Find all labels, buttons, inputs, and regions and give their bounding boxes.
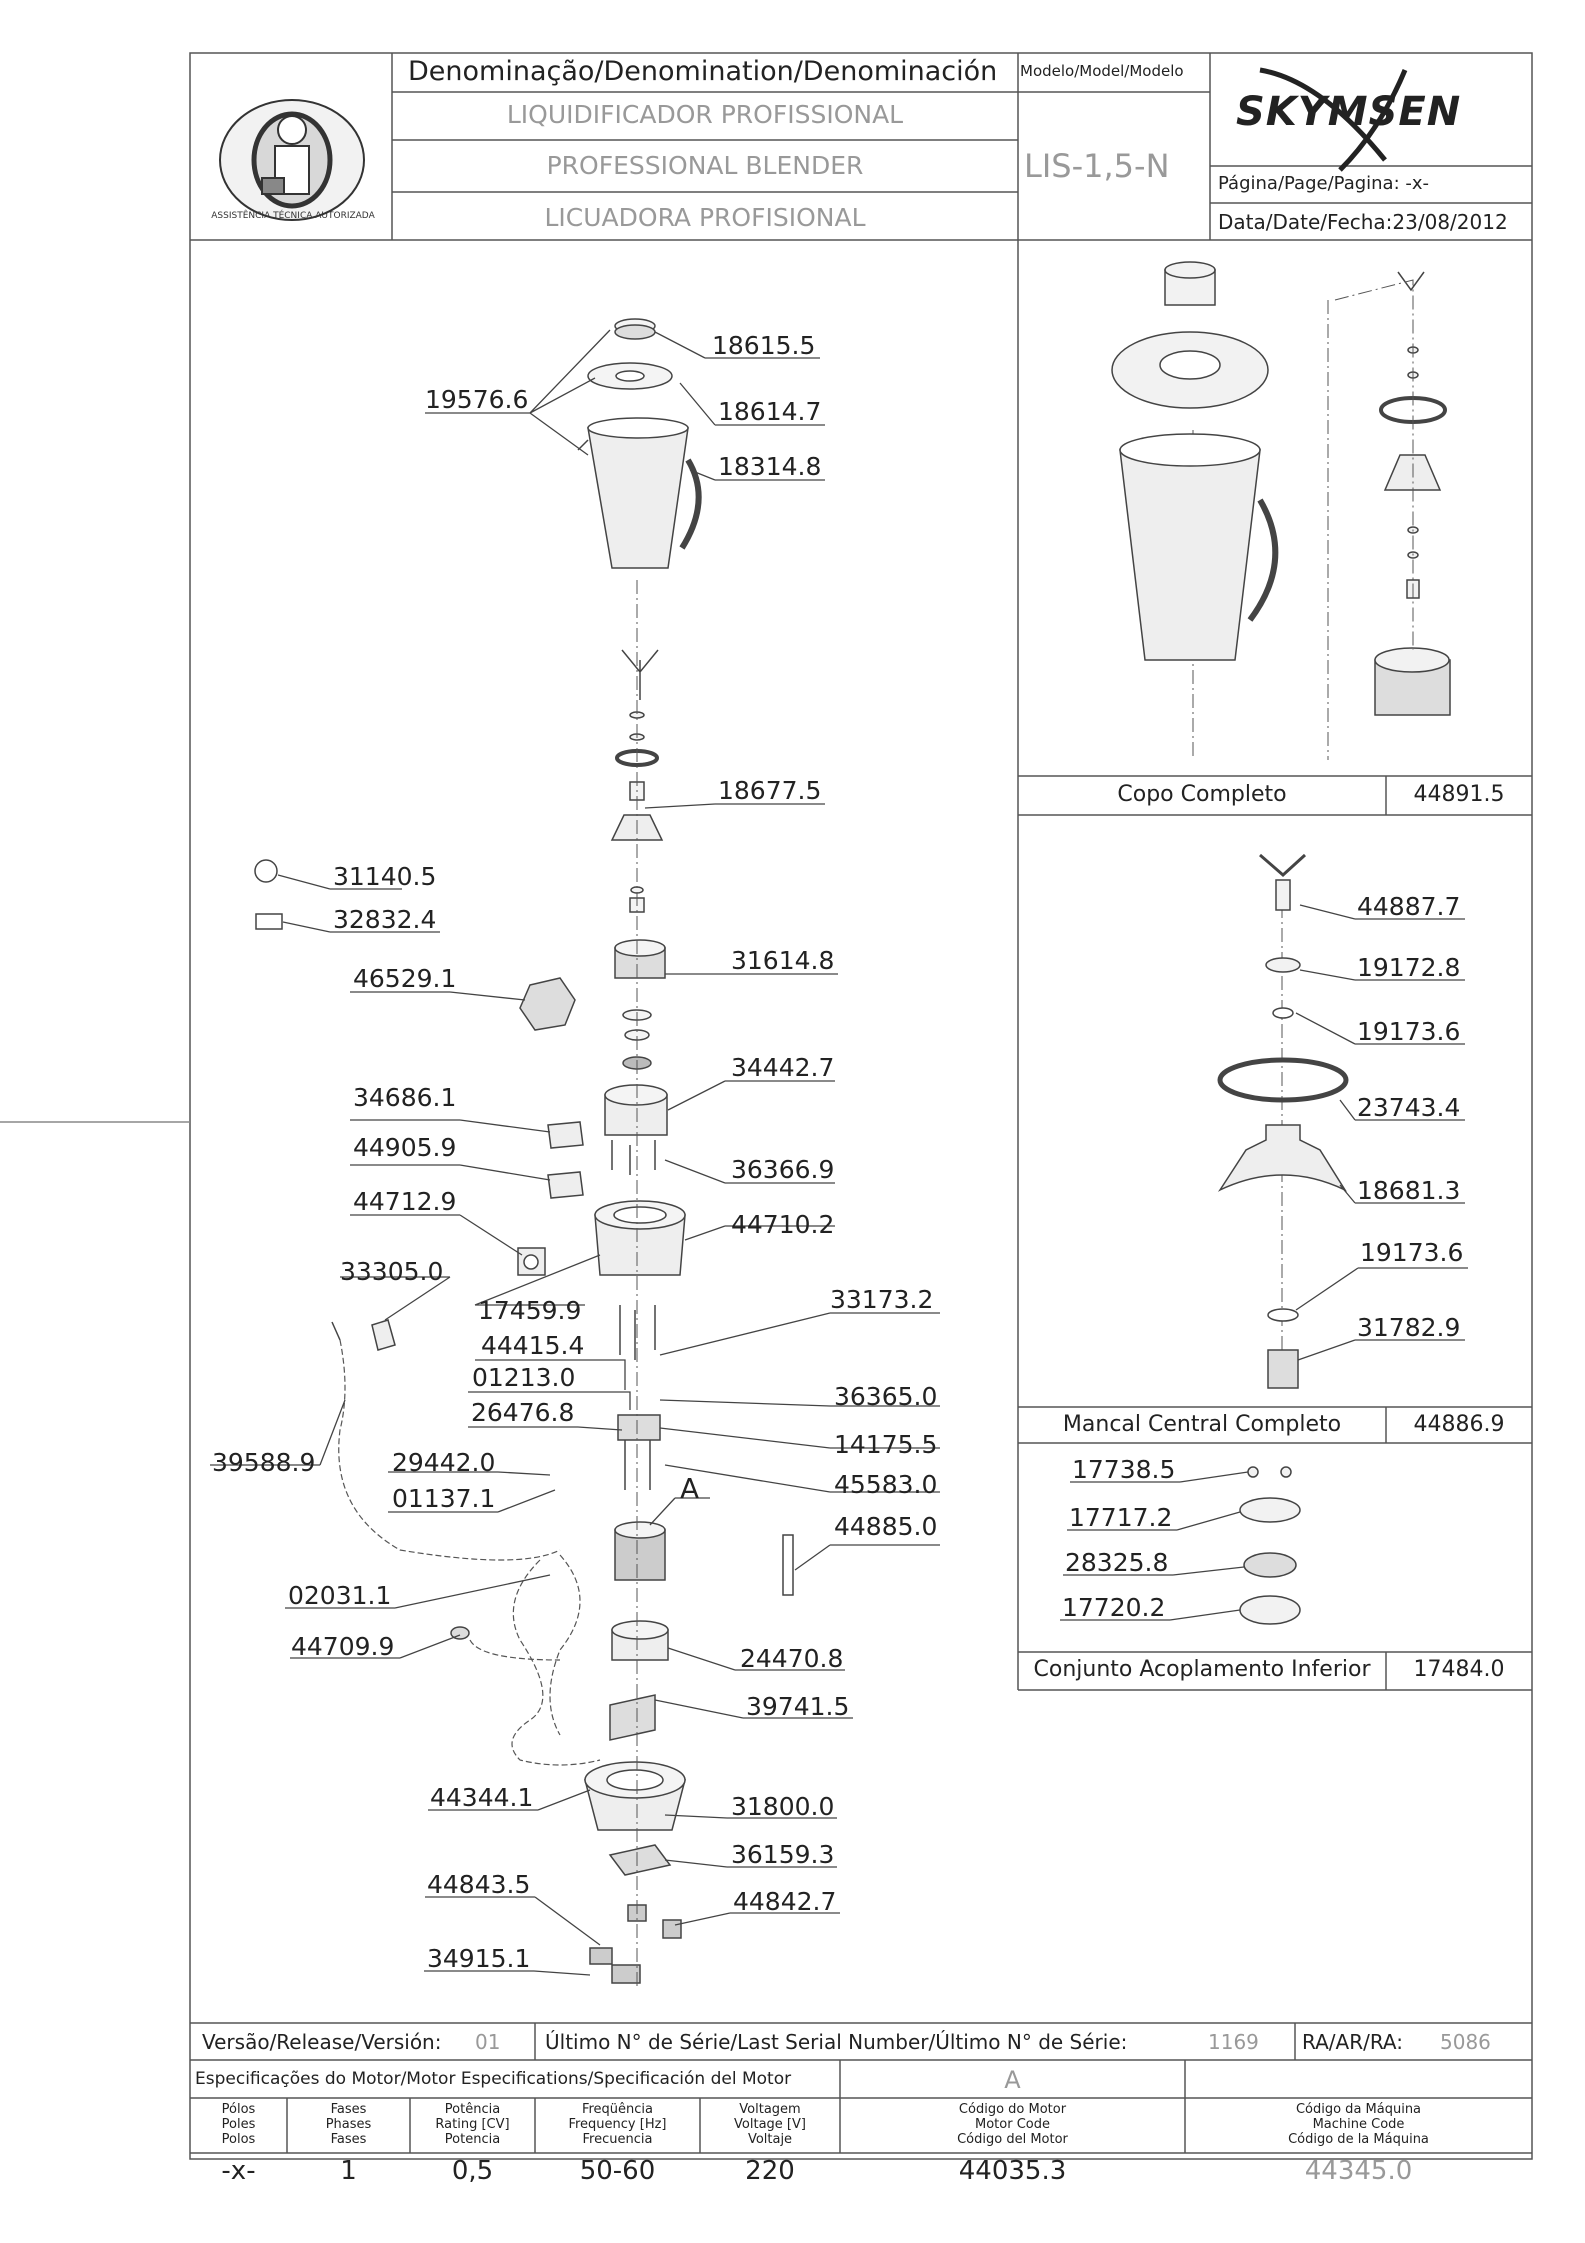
part-label: 39588.9 [212,1448,316,1477]
version-label: Versão/Release/Versión: [202,2030,442,2054]
serial-label: Último N° de Série/Last Serial Number/Último N° de Série: [545,2030,1128,2054]
mancal-part-label: 19173.6 [1360,1238,1464,1267]
product-name-en: PROFESSIONAL BLENDER [546,151,864,180]
part-label: 01137.1 [392,1484,496,1513]
part-label: 32832.4 [333,905,437,934]
part-label: 26476.8 [471,1398,575,1427]
main-exploded-drawing [255,319,793,1983]
part-label: 31614.8 [731,946,835,975]
part-label: 34686.1 [353,1083,457,1112]
mancal-part-label: 31782.9 [1357,1313,1461,1342]
value-machine-code: 44345.0 [1304,2156,1413,2186]
version-value: 01 [475,2030,501,2054]
denomination-title: Denominação/Denomination/Denominación [408,56,998,87]
part-label: 44415.4 [481,1331,585,1360]
col-header-motor-code: Código do Motor Motor Code Código del Motor [957,2102,1068,2147]
product-name-pt: LIQUIDIFICADOR PROFISSIONAL [506,100,904,129]
acoplamento-part-label: 17720.2 [1062,1593,1166,1622]
mancal-drawing [1220,855,1346,1388]
part-label: 44905.9 [353,1133,457,1162]
part-label: 18615.5 [712,331,816,360]
part-label: 44344.1 [430,1783,534,1812]
page-value: -x- [1405,173,1430,194]
part-label: 31140.5 [333,862,437,891]
mancal-part-label: 19173.6 [1357,1017,1461,1046]
part-label: 02031.1 [288,1581,392,1610]
col-header-rating: Potência Rating [CV] Potencia [435,2102,510,2147]
mancal-part-label: 18681.3 [1357,1176,1461,1205]
part-label: 44710.2 [731,1210,835,1239]
product-name-es: LICUADORA PROFISIONAL [544,203,866,232]
mancal-title: Mancal Central Completo [1062,1412,1342,1437]
part-label: 44842.7 [733,1887,837,1916]
model-title: Modelo/Model/Modelo [1020,62,1184,80]
part-label: 45583.0 [834,1470,938,1499]
part-label: 14175.5 [834,1430,938,1459]
part-label: 18677.5 [718,776,822,805]
ra-value: 5086 [1440,2030,1491,2054]
stamp-graphic [220,100,364,220]
value-poles: -x- [221,2156,256,2186]
ra-label: RA/AR/RA: [1302,2030,1403,2054]
col-header-frequency: Freqüência Frequency [Hz] Frecuencia [568,2102,667,2147]
mancal-code: 44886.9 [1413,1412,1505,1437]
part-label: 18314.8 [718,452,822,481]
part-label: 18614.7 [718,397,822,426]
motor-spec-title: Especificações do Motor/Motor Especifications/Specificación del Motor [195,2069,792,2089]
part-label: 31800.0 [731,1792,835,1821]
copo-code: 44891.5 [1413,782,1505,807]
col-header-voltage: Voltagem Voltage [V] Voltaje [734,2102,806,2147]
value-frequency: 50-60 [579,2156,656,2186]
value-rating: 0,5 [451,2156,494,2186]
acoplamento-part-label: 28325.8 [1065,1548,1169,1577]
part-label: 01213.0 [472,1363,576,1392]
part-label: 33173.2 [830,1285,934,1314]
part-label: 19576.6 [425,385,529,414]
motor-marker: A [680,1472,700,1505]
part-label: 34915.1 [427,1944,531,1973]
part-label: 34442.7 [731,1053,835,1082]
part-label: 44885.0 [834,1512,938,1541]
acoplamento-drawing [1240,1467,1300,1624]
value-motor-code: 44035.3 [958,2156,1067,2186]
col-header-poles: Pólos Poles Polos [221,2102,256,2147]
part-label: 17459.9 [478,1296,582,1325]
mancal-part-label: 19172.8 [1357,953,1461,982]
mancal-part-label: 23743.4 [1357,1093,1461,1122]
model-value: LIS-1,5-N [1024,147,1170,185]
stamp-text: ASSISTÊNCIA TÉCNICA AUTORIZADA [211,211,375,221]
part-label: 36365.0 [834,1382,938,1411]
date-value: 23/08/2012 [1392,210,1508,234]
part-label: 46529.1 [353,964,457,993]
part-label: 33305.0 [340,1257,444,1286]
part-label: 29442.0 [392,1448,496,1477]
mancal-part-label: 44887.7 [1357,892,1461,921]
part-label: 44712.9 [353,1187,457,1216]
col-header-machine-code: Código da Máquina Machine Code Código de la Máquina [1288,2102,1429,2147]
acoplamento-title: Conjunto Acoplamento Inferior [1033,1657,1371,1682]
part-label: 44709.9 [291,1632,395,1661]
part-label: 36159.3 [731,1840,835,1869]
copo-title: Copo Completo [1117,782,1287,807]
value-voltage: 220 [745,2156,795,2186]
acoplamento-part-label: 17738.5 [1072,1455,1176,1484]
part-label: 36366.9 [731,1155,835,1184]
motor-spec-marker: A [1004,2066,1021,2094]
acoplamento-code: 17484.0 [1413,1657,1505,1682]
part-label: 39741.5 [746,1692,850,1721]
serial-value: 1169 [1208,2030,1259,2054]
acoplamento-part-label: 17717.2 [1069,1503,1173,1532]
value-phases: 1 [340,2156,357,2186]
page-label: Página/Page/Pagina: -x- [1218,173,1430,194]
col-header-phases: Fases Phases Fases [325,2102,372,2147]
part-label: 44843.5 [427,1870,531,1899]
part-label: 24470.8 [740,1644,844,1673]
date-label: Data/Date/Fecha:23/08/2012 [1218,210,1508,234]
copo-drawing [1112,262,1450,715]
brand-logo: SKYMSEN [1236,89,1462,135]
